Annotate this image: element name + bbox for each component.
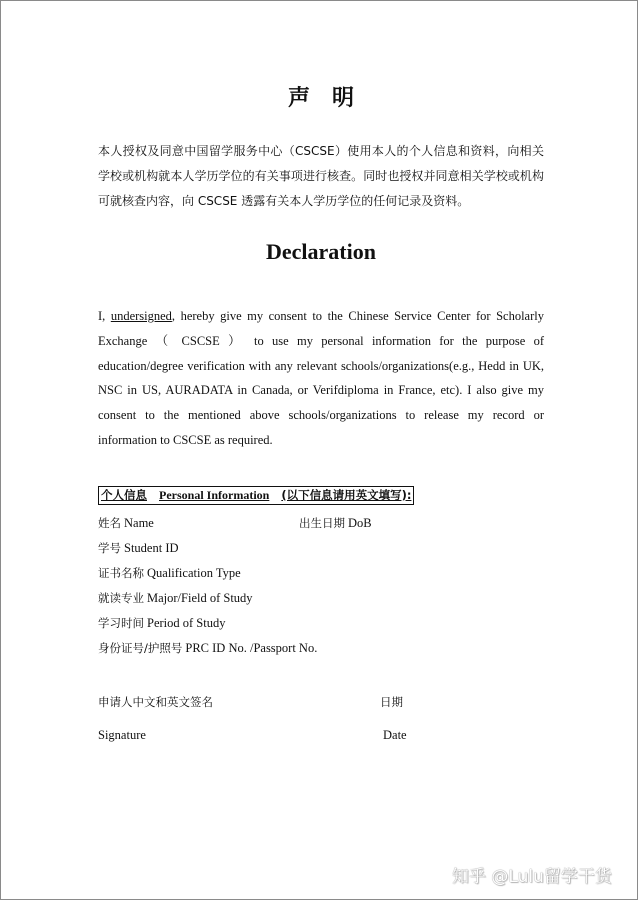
field-dob-en: DoB [348, 516, 372, 530]
personal-info-header-note: (以下信息请用英文填写): [281, 488, 412, 502]
field-id-number [98, 640, 317, 656]
field-name-cn: 姓名 [98, 516, 121, 530]
watermark: 知乎 @Lulu留学干货 [452, 867, 612, 887]
personal-info-header-cn: 个人信息 [101, 488, 147, 502]
field-student-id-en: Student ID [124, 541, 179, 555]
field-period-cn: 学习时间 [98, 616, 144, 630]
personal-info-header-en: Personal Information [159, 488, 270, 502]
field-name-en: Name [124, 516, 154, 530]
date-cn-text: 日期 [380, 695, 403, 709]
field-id-number-cn: 身份证号/护照号 [98, 641, 183, 655]
undersigned-text: undersigned [110, 309, 172, 323]
field-dob [299, 515, 372, 531]
signature-label-en [98, 728, 146, 743]
field-period-en: Period of Study [147, 616, 226, 630]
field-name [98, 515, 154, 531]
signature-en-text: Signature [98, 728, 146, 742]
field-qualification-en: Qualification Type [147, 566, 241, 580]
english-title: Declaration [266, 239, 376, 264]
applicant-signature-cn-text: 申请人中文和英文签名 [98, 695, 213, 709]
chinese-title: 声明 [287, 85, 376, 111]
field-major-en: Major/Field of Study [147, 591, 253, 605]
chinese-consent-paragraph: 本人授权及同意中国留学服务中心（CSCSE）使用本人的个人信息和资料，向相关学校或机构就本人学历学位的有关事项进行核查。同时也授权并同意相关学校或机构可就核查内容，向 CSCSE 透露有关本人学历学位的任何记录及资料。 [98, 144, 544, 208]
field-dob-cn: 出生日期 [299, 516, 345, 530]
field-id-number-en: PRC ID No. /Passport No. [185, 641, 318, 655]
date-label-cn [380, 694, 403, 710]
applicant-signature-label-cn [98, 694, 213, 710]
personal-info-header [98, 486, 414, 505]
paragraph-prefix: I, [98, 309, 111, 323]
field-student-id [98, 540, 179, 556]
date-en-text: Date [383, 728, 407, 742]
field-student-id-cn: 学号 [98, 541, 121, 555]
field-qualification-cn: 证书名称 [98, 566, 144, 580]
field-qualification [98, 565, 241, 581]
field-major-cn: 就读专业 [98, 591, 144, 605]
field-period [98, 615, 225, 631]
field-major [98, 590, 253, 606]
date-label-en [383, 728, 407, 743]
paragraph-body: , hereby give my consent to the Chinese Service Center for Scholarly Exchange （ CSCSE ） to use my personal information for the purpose of education/degree verification with any relevant schools/organizations(e.g., Hedd in UK, NSC in US, AURADATA in Canada, or Verifdiploma in France, etc). I also give my consent to the mentioned above schools/organizations to release my record or information to CSCSE as required. [98, 309, 544, 447]
english-consent-paragraph [98, 304, 544, 453]
